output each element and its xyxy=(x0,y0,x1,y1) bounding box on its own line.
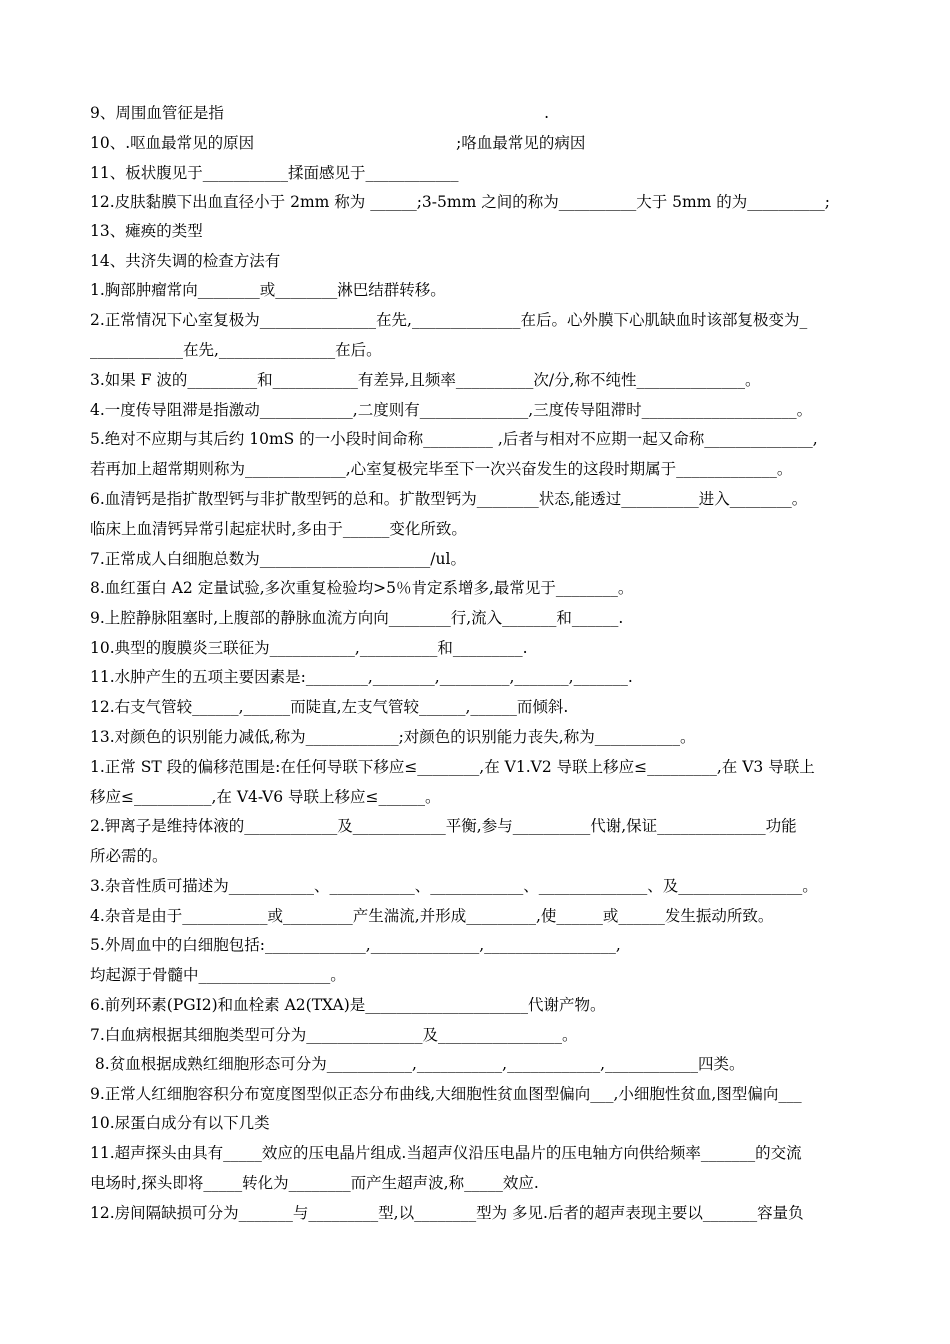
text-line: 1.胸部肿瘤常向________或________淋巴结群转移。 xyxy=(90,281,446,299)
text-line: ____________在先,_______________在后。 xyxy=(90,341,382,359)
text-line: 5.绝对不应期与其后约 10mS 的一小段时间命称_________ ,后者与相对不应期一起又命称______________, xyxy=(90,430,818,448)
text-line: 5.外周血中的白细胞包括:_____________,______________,_________________, xyxy=(90,936,621,954)
text-line: 3.杂音性质可描述为___________、___________、____________、______________、及________________。 xyxy=(90,877,818,895)
text-line: 13.对颜色的识别能力减低,称为____________;对颜色的识别能力丧失,称为___________。 xyxy=(90,728,696,746)
text-line: 8.血红蛋白 A2 定量试验,多次重复检验均>5％肯定系增多,最常见于________。 xyxy=(90,579,634,597)
text-line: 6.前列环素(PGI2)和血栓素 A2(TXA)是_____________________代谢产物。 xyxy=(90,996,606,1014)
text-line: 9.正常人红细胞容积分布宽度图型似正态分布曲线,大细胞性贫血图型偏向___,小细胞性贫血,图型偏向___ xyxy=(90,1085,802,1103)
text-line: 4.一度传导阻滞是指激动____________,二度则有______________,三度传导阻滞时____________________。 xyxy=(90,401,813,419)
text-line: 8.贫血根据成熟红细胞形态可分为___________,___________,____________,____________四类。 xyxy=(90,1055,745,1073)
text-line: 所必需的。 xyxy=(90,847,168,865)
text-line: 12.房间隔缺损可分为_______与_________型,以________型为 多见.后者的超声表现主要以_______容量负 xyxy=(90,1204,804,1222)
text-line: 11.超声探头由具有_____效应的压电晶片组成.当超声仪沿压电晶片的压电轴方向供给频率_______的交流 xyxy=(90,1144,802,1162)
text-line: 7.白血病根据其细胞类型可分为_______________及________________。 xyxy=(90,1026,578,1044)
text-line: 6.血清钙是指扩散型钙与非扩散型钙的总和。扩散型钙为________状态,能透过__________进入________。 xyxy=(90,490,808,508)
text-line: 电场时,探头即将_____转化为________而产生超声波,称_____效应. xyxy=(90,1174,539,1192)
text-line: 14、共济失调的检查方法有 xyxy=(90,252,281,270)
text-line: 13、瘫痪的类型 xyxy=(90,222,203,240)
text-line: 2.正常情况下心室复极为_______________在先,______________在后。心外膜下心肌缺血时该部复极变为_ xyxy=(90,311,808,329)
text-line: 12.右支气管较______,______而陡直,左支气管较______,______而倾斜. xyxy=(90,698,569,716)
text-line: 2.钾离子是维持体液的____________及____________平衡,参与__________代谢,保证______________功能 xyxy=(90,817,797,835)
text-line: 9.上腔静脉阻塞时,上腹部的静脉血流方向向________行,流入_______和______. xyxy=(90,609,624,627)
text-line: 4.杂音是由于___________或_________产生湍流,并形成_________,使______或______发生振动所致。 xyxy=(90,907,774,925)
text-line: 9、周围血管征是指 . xyxy=(90,104,550,122)
text-line: 11、板状腹见于___________揉面感见于____________ xyxy=(90,164,459,182)
text-line: 10.典型的腹膜炎三联征为___________,__________和_________. xyxy=(90,639,528,657)
text-line: 3.如果 F 波的_________和___________有差异,且频率__________次/分,称不纯性______________。 xyxy=(90,371,761,389)
text-line: 10、.呕血最常见的原因 ;咯血最常见的病因 xyxy=(90,134,586,152)
text-line: 12.皮肤黏膜下出血直径小于 2mm 称为 ______;3-5mm 之间的称为__________大于 5mm 的为__________; xyxy=(90,193,831,211)
text-line: 若再加上超常期则称为_____________,心室复极完毕至下一次兴奋发生的这段时期属于_____________。 xyxy=(90,460,793,478)
text-line: 7.正常成人白细胞总数为______________________/ul。 xyxy=(90,550,466,568)
text-line: 1.正常 ST 段的偏移范围是:在任何导联下移应≤________,在 V1.V2 导联上移应≤_________,在 V3 导联上 xyxy=(90,758,815,776)
text-line: 移应≤__________,在 V4-V6 导联上移应≤______。 xyxy=(90,788,441,806)
text-line: 11.水肿产生的五项主要因素是:________,________,_________,_______,_______. xyxy=(90,668,633,686)
text-line: 临床上血清钙异常引起症状时,多由于______变化所致。 xyxy=(90,520,467,538)
text-line: 10.尿蛋白成分有以下几类 xyxy=(90,1114,270,1132)
text-line: 均起源于骨髓中_________________。 xyxy=(90,966,346,984)
